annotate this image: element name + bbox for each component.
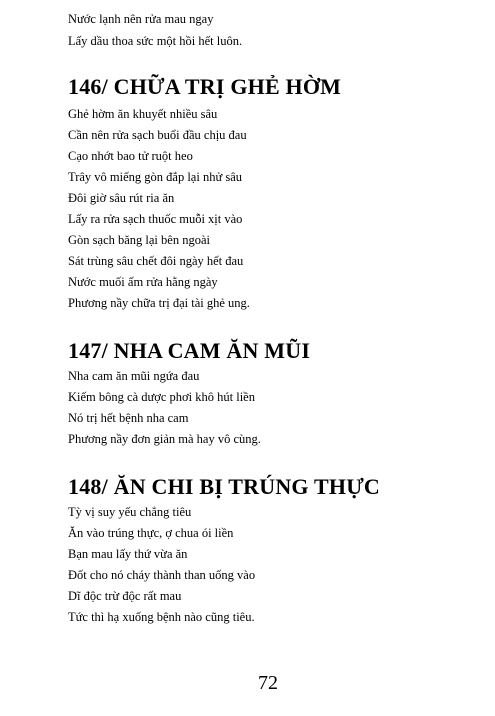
poem-line: Dĩ độc trừ độc rất mau	[68, 589, 182, 603]
poem-line: Đốt cho nó cháy thành than uống vào	[68, 568, 256, 582]
poem-line: Tức thì hạ xuống bệnh nào cũng tiêu.	[68, 610, 255, 624]
poem-line: Phương nầy chữa trị đại tài ghẻ ung.	[68, 296, 250, 310]
poem-line: Nước muối ấm rửa hằng ngày	[68, 275, 218, 289]
poem-line: Đôi giờ sâu rút ria ăn	[68, 191, 175, 205]
section-heading: 147/ NHA CAM ĂN MŨI	[68, 338, 311, 363]
poem-line: Nha cam ăn mũi ngứa đau	[68, 369, 200, 383]
poem-line: Kiếm bông cà dược phơi khô hút liền	[68, 390, 255, 404]
poem-line: Ghẻ hờm ăn khuyết nhiều sâu	[68, 107, 218, 121]
poem-line: Cần nên rửa sạch buổi đầu chịu đau	[68, 128, 247, 142]
section-heading: 148/ ĂN CHI BỊ TRÚNG THỰC	[68, 474, 381, 499]
page-number: 72	[258, 672, 278, 694]
poem-line: Sát trùng sâu chết đôi ngày hết đau	[68, 254, 244, 268]
poem-line: Trây vô miếng gòn đắp lại nhử sâu	[68, 170, 243, 184]
poem-line: Ăn vào trúng thực, ợ chua ói liền	[68, 526, 234, 540]
section-heading: 146/ CHỮA TRỊ GHẺ HỜM	[68, 74, 342, 99]
intro-line: Nước lạnh nên rửa mau ngay	[68, 12, 214, 26]
poem-line: Lấy ra rửa sạch thuốc muỗi xịt vào	[68, 212, 243, 226]
intro-line: Lấy dầu thoa sức một hồi hết luôn.	[68, 34, 243, 48]
poem-line: Nó trị hết bệnh nha cam	[68, 411, 189, 425]
poem-line: Phương nầy đơn giản mà hay vô cùng.	[68, 432, 261, 446]
poem-line: Gòn sạch băng lại bên ngoài	[68, 233, 210, 247]
poem-line: Bạn mau lấy thứ vừa ăn	[68, 547, 188, 561]
poem-line: Cạo nhớt bao tử ruột heo	[68, 149, 193, 163]
poem-line: Tỳ vị suy yếu chẳng tiêu	[68, 505, 192, 519]
